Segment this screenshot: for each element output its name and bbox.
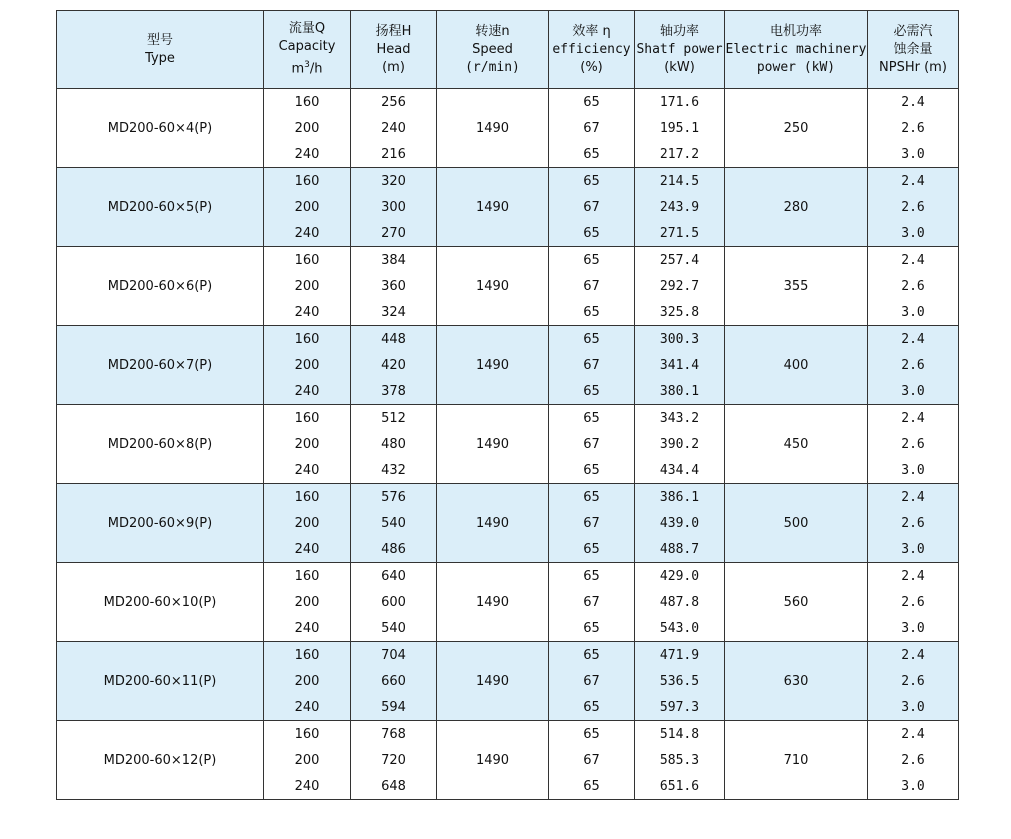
shaft-power-cell: 243.9 [635,194,725,220]
capacity-cell: 160 [264,247,351,274]
shaft-power-cell: 429.0 [635,563,725,590]
shaft-power-cell: 325.8 [635,299,725,326]
npsh-cell: 3.0 [868,378,959,405]
header-motor-power: 电机功率 Electric machinery power (kW) [725,11,868,89]
efficiency-cell: 65 [549,642,635,669]
capacity-cell: 240 [264,457,351,484]
capacity-cell: 200 [264,510,351,536]
capacity-cell: 240 [264,141,351,168]
efficiency-cell: 67 [549,431,635,457]
motor-power-cell: 500 [725,484,868,563]
npsh-cell: 2.4 [868,484,959,511]
table-body [57,89,959,800]
table-row [57,89,959,116]
efficiency-cell: 67 [549,273,635,299]
shaft-power-cell: 217.2 [635,141,725,168]
motor-power-cell: 250 [725,89,868,168]
shaft-power-cell: 536.5 [635,668,725,694]
head-cell: 420 [351,352,437,378]
capacity-cell: 200 [264,589,351,615]
npsh-cell: 2.6 [868,431,959,457]
head-cell: 270 [351,220,437,247]
npsh-cell: 2.4 [868,168,959,195]
capacity-cell: 240 [264,773,351,800]
head-cell: 594 [351,694,437,721]
motor-power-cell: 560 [725,563,868,642]
head-cell: 256 [351,89,437,116]
table-row [57,247,959,274]
header-efficiency: 效率 η efficiency (%) [549,11,635,89]
speed-cell: 1490 [437,168,549,247]
model-type-cell: MD200-60×6(P) [57,247,264,326]
efficiency-cell: 67 [549,589,635,615]
capacity-cell: 160 [264,168,351,195]
header-type: 型号 Type [57,11,264,89]
model-type-cell: MD200-60×9(P) [57,484,264,563]
speed-cell: 1490 [437,642,549,721]
speed-cell: 1490 [437,89,549,168]
shaft-power-cell: 585.3 [635,747,725,773]
efficiency-cell: 67 [549,194,635,220]
efficiency-cell: 65 [549,694,635,721]
npsh-cell: 2.4 [868,89,959,116]
head-cell: 660 [351,668,437,694]
npsh-cell: 2.4 [868,642,959,669]
capacity-cell: 200 [264,431,351,457]
header-capacity: 流量Q Capacity $m^3/h$ [264,11,351,89]
npsh-cell: 3.0 [868,773,959,800]
table-row [57,405,959,432]
shaft-power-cell: 597.3 [635,694,725,721]
shaft-power-cell: 386.1 [635,484,725,511]
capacity-cell: 160 [264,326,351,353]
capacity-cell: 200 [264,747,351,773]
shaft-power-cell: 434.4 [635,457,725,484]
efficiency-cell: 65 [549,457,635,484]
efficiency-cell: 67 [549,352,635,378]
head-cell: 720 [351,747,437,773]
npsh-cell: 2.4 [868,326,959,353]
capacity-cell: 240 [264,299,351,326]
capacity-cell: 160 [264,642,351,669]
motor-power-cell: 400 [725,326,868,405]
shaft-power-cell: 300.3 [635,326,725,353]
head-cell: 480 [351,431,437,457]
efficiency-cell: 65 [549,615,635,642]
model-type-cell: MD200-60×10(P) [57,563,264,642]
model-type-cell: MD200-60×8(P) [57,405,264,484]
motor-power-cell: 450 [725,405,868,484]
capacity-cell: 160 [264,563,351,590]
capacity-cell: 240 [264,615,351,642]
shaft-power-cell: 292.7 [635,273,725,299]
efficiency-cell: 67 [549,115,635,141]
speed-cell: 1490 [437,563,549,642]
efficiency-cell: 65 [549,405,635,432]
shaft-power-cell: 214.5 [635,168,725,195]
npsh-cell: 3.0 [868,299,959,326]
header-head: 扬程H Head (m) [351,11,437,89]
capacity-cell: 200 [264,668,351,694]
table-row [57,563,959,590]
head-cell: 576 [351,484,437,511]
npsh-cell: 3.0 [868,457,959,484]
efficiency-cell: 65 [549,247,635,274]
shaft-power-cell: 271.5 [635,220,725,247]
shaft-power-cell: 171.6 [635,89,725,116]
table-row [57,326,959,353]
shaft-power-cell: 390.2 [635,431,725,457]
capacity-cell: 160 [264,721,351,748]
table-row [57,642,959,669]
shaft-power-cell: 195.1 [635,115,725,141]
shaft-power-cell: 543.0 [635,615,725,642]
shaft-power-cell: 488.7 [635,536,725,563]
speed-cell: 1490 [437,247,549,326]
header-speed: 转速n Speed (r/min) [437,11,549,89]
pump-spec-table [56,10,959,800]
head-cell: 320 [351,168,437,195]
shaft-power-cell: 651.6 [635,773,725,800]
npsh-cell: 2.6 [868,747,959,773]
efficiency-cell: 65 [549,326,635,353]
head-cell: 300 [351,194,437,220]
efficiency-cell: 67 [549,510,635,536]
npsh-cell: 2.6 [868,352,959,378]
npsh-cell: 2.6 [868,194,959,220]
head-cell: 648 [351,773,437,800]
efficiency-cell: 65 [549,220,635,247]
npsh-cell: 3.0 [868,615,959,642]
capacity-cell: 200 [264,273,351,299]
model-type-cell: MD200-60×12(P) [57,721,264,800]
capacity-cell: 160 [264,484,351,511]
npsh-cell: 3.0 [868,694,959,721]
motor-power-cell: 355 [725,247,868,326]
shaft-power-cell: 471.9 [635,642,725,669]
head-cell: 378 [351,378,437,405]
speed-cell: 1490 [437,721,549,800]
efficiency-cell: 65 [549,89,635,116]
shaft-power-cell: 343.2 [635,405,725,432]
efficiency-cell: 65 [549,536,635,563]
efficiency-cell: 65 [549,141,635,168]
head-cell: 640 [351,563,437,590]
efficiency-cell: 67 [549,747,635,773]
speed-cell: 1490 [437,326,549,405]
npsh-cell: 2.4 [868,247,959,274]
header-row [57,11,959,89]
npsh-cell: 2.4 [868,721,959,748]
npsh-cell: 2.6 [868,510,959,536]
npsh-cell: 2.4 [868,563,959,590]
table-row [57,484,959,511]
capacity-cell: 240 [264,378,351,405]
speed-cell: 1490 [437,405,549,484]
shaft-power-cell: 439.0 [635,510,725,536]
efficiency-cell: 65 [549,299,635,326]
efficiency-cell: 67 [549,668,635,694]
capacity-cell: 160 [264,405,351,432]
motor-power-cell: 710 [725,721,868,800]
model-type-cell: MD200-60×11(P) [57,642,264,721]
efficiency-cell: 65 [549,378,635,405]
shaft-power-cell: 341.4 [635,352,725,378]
head-cell: 384 [351,247,437,274]
efficiency-cell: 65 [549,484,635,511]
shaft-power-cell: 487.8 [635,589,725,615]
npsh-cell: 3.0 [868,220,959,247]
efficiency-cell: 65 [549,721,635,748]
shaft-power-cell: 514.8 [635,721,725,748]
efficiency-cell: 65 [549,168,635,195]
motor-power-cell: 630 [725,642,868,721]
capacity-cell: 200 [264,352,351,378]
capacity-cell: 200 [264,115,351,141]
shaft-power-cell: 380.1 [635,378,725,405]
head-cell: 216 [351,141,437,168]
npsh-cell: 2.4 [868,405,959,432]
shaft-power-cell: 257.4 [635,247,725,274]
speed-cell: 1490 [437,484,549,563]
head-cell: 432 [351,457,437,484]
model-type-cell: MD200-60×4(P) [57,89,264,168]
npsh-cell: 2.6 [868,115,959,141]
table-row [57,721,959,748]
head-cell: 448 [351,326,437,353]
npsh-cell: 2.6 [868,668,959,694]
head-cell: 600 [351,589,437,615]
head-cell: 486 [351,536,437,563]
capacity-cell: 200 [264,194,351,220]
head-cell: 324 [351,299,437,326]
model-type-cell: MD200-60×5(P) [57,168,264,247]
head-cell: 768 [351,721,437,748]
head-cell: 540 [351,510,437,536]
efficiency-cell: 65 [549,563,635,590]
capacity-cell: 240 [264,220,351,247]
header-shaft-power: 轴功率 Shatf power (kW) [635,11,725,89]
head-cell: 704 [351,642,437,669]
head-cell: 512 [351,405,437,432]
efficiency-cell: 65 [549,773,635,800]
npsh-cell: 3.0 [868,141,959,168]
capacity-cell: 160 [264,89,351,116]
head-cell: 540 [351,615,437,642]
model-type-cell: MD200-60×7(P) [57,326,264,405]
head-cell: 240 [351,115,437,141]
motor-power-cell: 280 [725,168,868,247]
header-npsh: 必需汽 蚀余量 NPSHr (m) [868,11,959,89]
capacity-cell: 240 [264,536,351,563]
npsh-cell: 3.0 [868,536,959,563]
head-cell: 360 [351,273,437,299]
npsh-cell: 2.6 [868,589,959,615]
capacity-cell: 240 [264,694,351,721]
npsh-cell: 2.6 [868,273,959,299]
table-row [57,168,959,195]
